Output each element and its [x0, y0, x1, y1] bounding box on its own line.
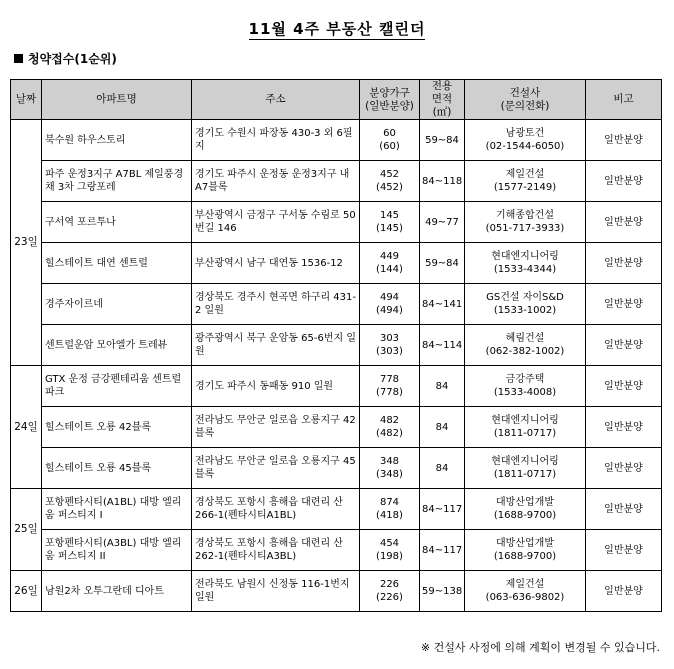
note-cell: 일반분양 [586, 243, 662, 284]
table-row [11, 448, 662, 489]
section-heading [14, 50, 117, 67]
builder-cell: 대방산업개발 (1688-9700) [465, 489, 586, 530]
area-cell: 84~117 [420, 530, 465, 571]
builder-cell: 남광토건 (02-1544-6050) [465, 120, 586, 161]
address-cell: 광주광역시 북구 운암동 65-6번지 일원 [192, 325, 360, 366]
table-row [11, 161, 662, 202]
table-body [11, 120, 662, 612]
units-cell: 874 (418) [360, 489, 420, 530]
builder-cell: 대방산업개발 (1688-9700) [465, 530, 586, 571]
units-cell: 60 (60) [360, 120, 420, 161]
builder-cell: GS건설 자이S&D (1533-1002) [465, 284, 586, 325]
table-row [11, 284, 662, 325]
note-cell: 일반분양 [586, 325, 662, 366]
area-cell: 59~84 [420, 243, 465, 284]
area-cell: 84~117 [420, 489, 465, 530]
header-address: 주소 [192, 80, 360, 120]
units-cell: 454 (198) [360, 530, 420, 571]
date-cell: 26일 [11, 571, 42, 612]
table-row [11, 407, 662, 448]
section-heading-text: 청약접수(1순위) [28, 52, 117, 66]
apartment-name-cell: 센트럴운암 모아엘가 트레뷰 [42, 325, 192, 366]
builder-cell: 현대엔지니어링 (1811-0717) [465, 448, 586, 489]
apartment-name-cell: 북수원 하우스토리 [42, 120, 192, 161]
builder-cell: 혜림건설 (062-382-1002) [465, 325, 586, 366]
address-cell: 부산광역시 금정구 구서동 수림로 50번길 146 [192, 202, 360, 243]
area-cell: 84 [420, 407, 465, 448]
header-builder: 건설사 (문의전화) [465, 80, 586, 120]
square-bullet-icon [14, 54, 23, 63]
apartment-name-cell: 구서역 포르투나 [42, 202, 192, 243]
apartment-name-cell: 경주자이르네 [42, 284, 192, 325]
note-cell: 일반분양 [586, 366, 662, 407]
note-cell: 일반분양 [586, 489, 662, 530]
units-cell: 449 (144) [360, 243, 420, 284]
table-row [11, 489, 662, 530]
builder-cell: 기해종합건설 (051-717-3933) [465, 202, 586, 243]
area-cell: 84~118 [420, 161, 465, 202]
units-cell: 348 (348) [360, 448, 420, 489]
units-cell: 482 (482) [360, 407, 420, 448]
date-cell: 24일 [11, 366, 42, 489]
address-cell: 경상북도 포항시 흥해읍 대련리 산262-1(펜타시티A3BL) [192, 530, 360, 571]
apartment-name-cell: GTX 운정 금강펜테리움 센트럴파크 [42, 366, 192, 407]
address-cell: 전라남도 무안군 일로읍 오룡지구 42블록 [192, 407, 360, 448]
address-cell: 부산광역시 남구 대연동 1536-12 [192, 243, 360, 284]
note-cell: 일반분양 [586, 120, 662, 161]
area-cell: 59~84 [420, 120, 465, 161]
header-units: 분양가구 (일반분양) [360, 80, 420, 120]
address-cell: 경기도 수원시 파장동 430-3 외 6필지 [192, 120, 360, 161]
units-cell: 145 (145) [360, 202, 420, 243]
header-apartment: 아파트명 [42, 80, 192, 120]
units-cell: 778 (778) [360, 366, 420, 407]
table-row [11, 530, 662, 571]
note-cell: 일반분양 [586, 284, 662, 325]
area-cell: 84~141 [420, 284, 465, 325]
header-area: 전용 면적 (㎡) [420, 80, 465, 120]
header-note: 비고 [586, 80, 662, 120]
page-title [0, 18, 674, 39]
apartment-name-cell: 힐스테이트 오룡 42블록 [42, 407, 192, 448]
table-row [11, 243, 662, 284]
builder-cell: 현대엔지니어링 (1533-4344) [465, 243, 586, 284]
header-row [11, 80, 662, 120]
builder-cell: 제일건설 (1577-2149) [465, 161, 586, 202]
table-row [11, 571, 662, 612]
apartment-name-cell: 포항펜타시티(A1BL) 대방 엘리움 퍼스티지 I [42, 489, 192, 530]
units-cell: 452 (452) [360, 161, 420, 202]
note-cell: 일반분양 [586, 571, 662, 612]
note-cell: 일반분양 [586, 407, 662, 448]
header-date: 날짜 [11, 80, 42, 120]
table-row [11, 366, 662, 407]
builder-cell: 금강주택 (1533-4008) [465, 366, 586, 407]
address-cell: 전라남도 무안군 일로읍 오룡지구 45블록 [192, 448, 360, 489]
table-row [11, 325, 662, 366]
page-title-text: 11월 4주 부동산 캘린더 [248, 20, 426, 38]
footnote: ※ 건설사 사정에 의해 계획이 변경될 수 있습니다. [420, 641, 660, 654]
note-cell: 일반분양 [586, 161, 662, 202]
calendar-table [10, 79, 662, 612]
apartment-name-cell: 힐스테이트 대연 센트럴 [42, 243, 192, 284]
builder-cell: 제일건설 (063-636-9802) [465, 571, 586, 612]
units-cell: 494 (494) [360, 284, 420, 325]
apartment-name-cell: 파주 운정3지구 A7BL 제일풍경채 3차 그랑포레 [42, 161, 192, 202]
area-cell: 84 [420, 366, 465, 407]
table-row [11, 120, 662, 161]
note-cell: 일반분양 [586, 530, 662, 571]
area-cell: 84~114 [420, 325, 465, 366]
apartment-name-cell: 힐스테이트 오룡 45블록 [42, 448, 192, 489]
table-row [11, 202, 662, 243]
address-cell: 전라북도 남원시 신정동 116-1번지 일원 [192, 571, 360, 612]
date-cell: 25일 [11, 489, 42, 571]
address-cell: 경기도 파주시 운정동 운정3지구 내 A7블록 [192, 161, 360, 202]
date-cell: 23일 [11, 120, 42, 366]
area-cell: 84 [420, 448, 465, 489]
apartment-name-cell: 포항펜타시티(A3BL) 대방 엘리움 퍼스티지 II [42, 530, 192, 571]
address-cell: 경상북도 포항시 흥해읍 대련리 산266-1(펜타시티A1BL) [192, 489, 360, 530]
units-cell: 226 (226) [360, 571, 420, 612]
note-cell: 일반분양 [586, 448, 662, 489]
apartment-name-cell: 남원2차 오투그란데 디아트 [42, 571, 192, 612]
area-cell: 49~77 [420, 202, 465, 243]
units-cell: 303 (303) [360, 325, 420, 366]
address-cell: 경기도 파주시 동패동 910 일원 [192, 366, 360, 407]
area-cell: 59~138 [420, 571, 465, 612]
address-cell: 경상북도 경주시 현곡면 하구리 431-2 일원 [192, 284, 360, 325]
note-cell: 일반분양 [586, 202, 662, 243]
builder-cell: 현대엔지니어링 (1811-0717) [465, 407, 586, 448]
